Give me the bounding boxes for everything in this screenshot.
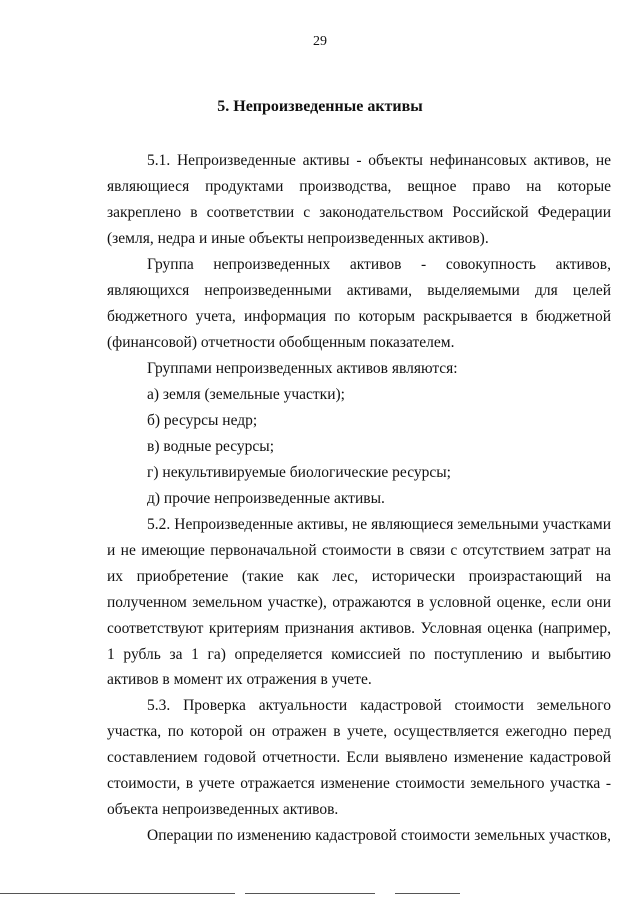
paragraph-5-2: 5.2. Непроизведенные активы, не являющиеся земельными участками и не имеющие первоначальной стоимости в связи с отсутствием затрат на их приобретение (такие как лес, исторически произрастающий на полученном земельном участке), отражаются в условной оценке, если они соответствуют критериям признания активов. Условная оценка (например, 1 рубль за 1 га) определяется комиссией по поступлению и выбытию активов в момент их отражения в учете. <box>107 516 611 689</box>
footer-rule <box>245 893 375 894</box>
footer-rule <box>395 893 460 894</box>
paragraph-5-1: 5.1. Непроизведенные активы - объекты нефинансовых активов, не являющиеся продуктами производства, вещное право на которые закреплено в соответствии с законодательством Российской Федерации (земля, недра и иные объекты непроизведенных активов). <box>107 152 611 247</box>
list-item: а) земля (земельные участки); <box>147 386 345 403</box>
page-number: 29 <box>313 34 327 49</box>
list-item: в) водные ресурсы; <box>147 438 275 455</box>
paragraph-group-definition: Группа непроизведенных активов - совокупность активов, являющихся непроизведенными активами, выделяемыми для целей бюджетного учета, информация по которым раскрывается в бюджетной (финансовой) отчетности обобщенным показателем. <box>107 256 611 351</box>
section-heading: 5. Непроизведенные активы <box>217 98 423 115</box>
list-item: д) прочие непроизведенные активы. <box>147 490 385 507</box>
list-item: б) ресурсы недр; <box>147 412 258 429</box>
paragraph-groups-intro: Группами непроизведенных активов являются: <box>147 360 458 377</box>
paragraph-5-3: 5.3. Проверка актуальности кадастровой стоимости земельного участка, по которой он отражен в учете, осуществляется ежегодно перед составлением годовой отчетности. Если выявлено изменение кадастровой стоимости, в учете отражается изменение стоимости земельного участка - объекта непроизведенных активов. <box>107 697 611 818</box>
list-item: г) некультивируемые биологические ресурсы; <box>147 464 451 481</box>
paragraph-cadastral-operations: Операции по изменению кадастровой стоимости земельных участков, <box>147 827 611 844</box>
footer-rule <box>0 893 235 894</box>
